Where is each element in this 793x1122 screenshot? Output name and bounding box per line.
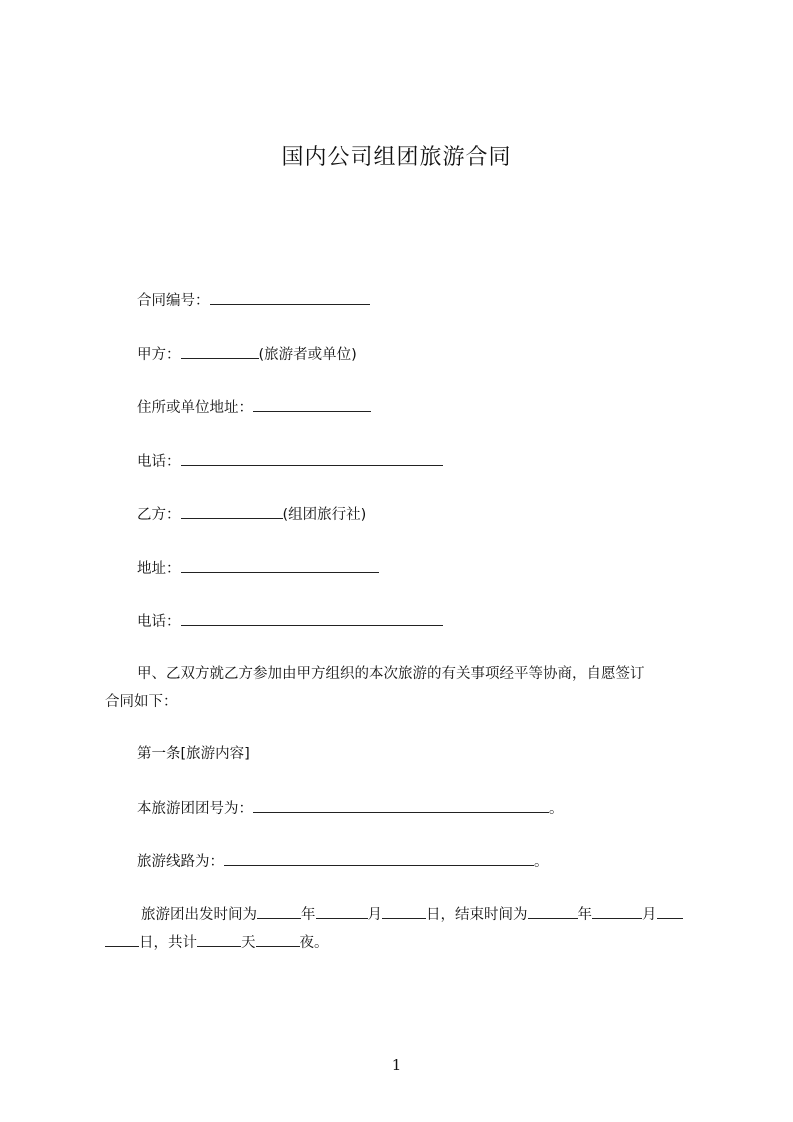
total-days-blank[interactable] [197, 932, 241, 947]
group-number-blank[interactable] [253, 798, 549, 813]
phone-a-row [137, 451, 443, 472]
phone-b-row [137, 611, 443, 632]
start-month-blank[interactable] [316, 904, 368, 919]
days-unit: 天 [241, 935, 256, 951]
route-blank[interactable] [224, 851, 534, 866]
schedule-prefix: 旅游团出发时间为 [141, 907, 257, 923]
address-b-label: 地址： [137, 561, 181, 577]
phone-b-blank[interactable] [181, 611, 443, 626]
party-b-row [137, 504, 366, 525]
phone-b-label: 电话： [137, 614, 181, 630]
intro-line-2: 合同如下： [105, 694, 178, 710]
address-b-blank[interactable] [181, 558, 379, 573]
address-a-label: 住所或单位地址： [137, 400, 253, 416]
contract-number-row [137, 290, 370, 311]
page-number: 1 [391, 1056, 402, 1074]
route-label: 旅游线路为： [137, 854, 224, 870]
end-day-blank-part2[interactable] [105, 932, 139, 947]
contract-number-label: 合同编号： [137, 293, 210, 309]
start-month-unit: 月 [367, 907, 382, 923]
intro-paragraph [105, 660, 705, 716]
group-number-row [137, 798, 564, 819]
end-day-unit: 日，共计 [139, 935, 197, 951]
party-b-blank[interactable] [181, 504, 283, 519]
party-a-note: (旅游者或单位) [258, 347, 357, 363]
group-number-label: 本旅游团团号为： [137, 801, 253, 817]
start-year-unit: 年 [301, 907, 316, 923]
party-a-row [137, 344, 357, 365]
address-a-blank[interactable] [253, 397, 371, 412]
address-b-row [137, 558, 379, 579]
route-row [137, 851, 549, 872]
phone-a-label: 电话： [137, 454, 181, 470]
party-a-blank[interactable] [181, 344, 259, 359]
end-day-blank-part1[interactable] [657, 904, 683, 919]
group-number-end: 。 [549, 801, 564, 817]
route-end: 。 [534, 854, 549, 870]
end-year-unit: 年 [577, 907, 592, 923]
end-year-blank[interactable] [528, 904, 578, 919]
start-day-unit: 日，结束时间为 [426, 907, 528, 923]
start-year-blank[interactable] [257, 904, 301, 919]
contract-number-blank[interactable] [210, 290, 370, 305]
article-1-heading: 第一条[旅游内容] [137, 746, 250, 762]
total-nights-blank[interactable] [256, 932, 300, 947]
party-a-label: 甲方： [137, 347, 181, 363]
start-day-blank[interactable] [382, 904, 426, 919]
nights-unit: 夜。 [299, 935, 329, 951]
address-a-row [137, 397, 371, 418]
phone-a-blank[interactable] [181, 451, 443, 466]
party-b-note: (组团旅行社) [282, 507, 367, 523]
page-title: 国内公司组团旅游合同 [281, 145, 512, 170]
party-b-label: 乙方： [137, 507, 181, 523]
end-month-unit: 月 [642, 907, 657, 923]
intro-line-1: 甲、乙双方就乙方参加由甲方组织的本次旅游的有关事项经平等协商，自愿签订 [137, 666, 645, 682]
end-month-blank[interactable] [592, 904, 642, 919]
schedule-paragraph [105, 901, 705, 957]
